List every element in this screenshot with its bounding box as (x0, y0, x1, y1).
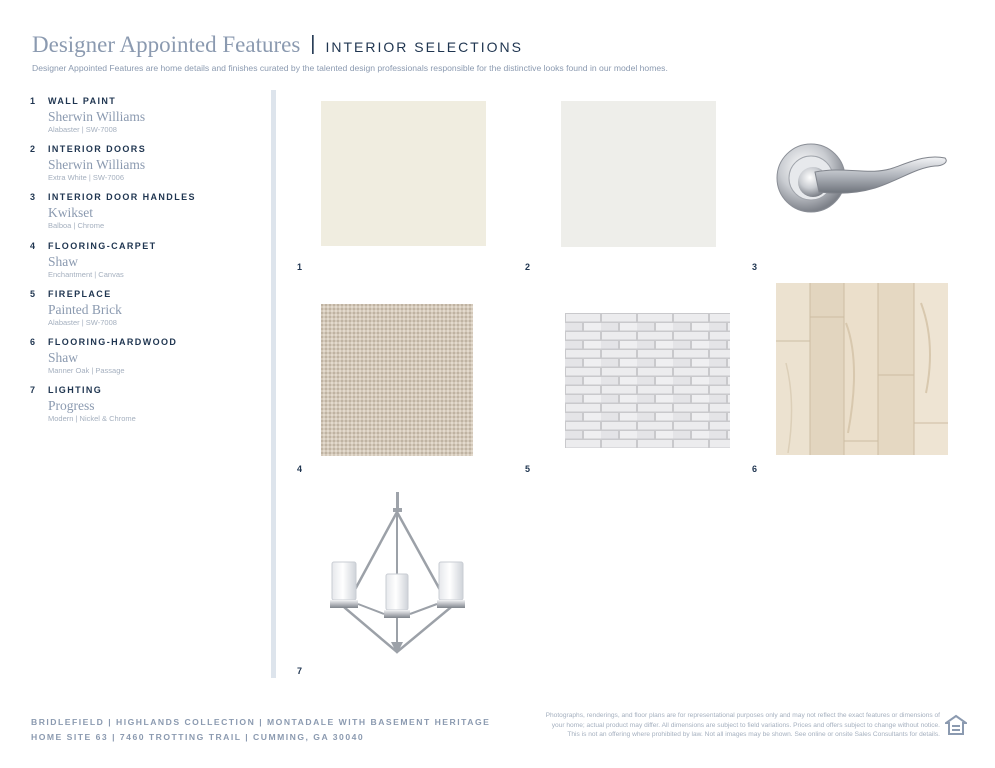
swatch-interior-doors (561, 101, 716, 247)
feature-item-hardwood (30, 337, 265, 385)
swatch-number-4: 4 (297, 464, 303, 474)
footer-disclaimer (498, 711, 940, 740)
swatch-wall-paint (321, 101, 486, 246)
footer-line-2: HOME SITE 63 | 7460 TROTTING TRAIL | CUMMING, GA 30040 (31, 731, 365, 742)
vertical-divider (271, 90, 276, 678)
feature-category: INTERIOR DOORS (48, 144, 147, 155)
feature-detail: Alabaster | SW-7008 (48, 317, 117, 327)
disclaimer-line-3: This is not an offering where prohibited by law. Not all images may be shown. See online or onsite Sales Consultants for details. (567, 731, 940, 738)
footer-address (31, 715, 490, 744)
disclaimer-line-2: your home; actual product may differ. All dimensions are subject to field variations. Prices and offers subject to change without notice. (551, 721, 940, 729)
swatch-carpet (321, 304, 473, 456)
feature-brand: Sherwin Williams (48, 109, 146, 124)
swatch-number-1: 1 (297, 262, 303, 272)
feature-item-carpet (30, 241, 265, 289)
feature-brand: Shaw (48, 253, 78, 269)
title-row (32, 32, 972, 58)
chandelier-image (325, 490, 470, 658)
feature-number: 6 (30, 336, 36, 347)
swatch-number-2: 2 (525, 262, 531, 272)
feature-category: FLOORING-CARPET (48, 240, 157, 251)
feature-category: WALL PAINT (48, 96, 117, 106)
feature-category: INTERIOR DOOR HANDLES (48, 192, 196, 203)
feature-brand: Painted Brick (48, 301, 122, 317)
feature-item-wall-paint (30, 96, 265, 144)
feature-brand: Sherwin Williams (48, 157, 146, 173)
feature-brand: Progress (48, 398, 95, 414)
feature-number: 4 (30, 240, 36, 251)
feature-detail: Modern | Nickel & Chrome (48, 414, 136, 424)
swatch-number-6: 6 (752, 464, 758, 474)
page-title: Designer Appointed Features (32, 32, 301, 57)
feature-detail: Extra White | SW-7006 (48, 173, 125, 183)
feature-brand: Kwikset (48, 205, 93, 221)
intro-text: Designer Appointed Features are home details and finishes curated by the talented design professionals responsible for the distinctive looks found in our model homes. (32, 63, 668, 73)
page-subtitle: INTERIOR SELECTIONS (325, 39, 523, 55)
feature-brand: Shaw (48, 349, 78, 365)
swatch-painted-brick (565, 313, 730, 448)
feature-category: LIGHTING (48, 385, 103, 396)
equal-housing-opportunity-icon (945, 714, 967, 736)
feature-number: 5 (30, 288, 36, 299)
swatch-number-7: 7 (297, 666, 303, 676)
footer-line-1: BRIDLEFIELD | HIGHLANDS COLLECTION | MONTADALE WITH BASEMENT HERITAGE (31, 717, 491, 727)
feature-item-lighting (30, 385, 265, 433)
feature-number: 3 (30, 192, 36, 203)
disclaimer-line-1: Photographs, renderings, and floor plans are for representational purposes only and may not reflect the exact features or dimensions of (545, 712, 940, 719)
feature-item-door-handles (30, 192, 265, 240)
door-handle-image (775, 136, 950, 220)
page-header (32, 32, 972, 73)
feature-detail: Enchantment | Canvas (48, 269, 124, 279)
feature-detail: Manner Oak | Passage (48, 365, 125, 375)
feature-category: FIREPLACE (48, 288, 112, 299)
feature-number: 7 (30, 385, 36, 396)
swatch-hardwood (776, 283, 948, 455)
feature-number: 1 (30, 96, 36, 106)
feature-item-fireplace (30, 289, 265, 337)
feature-detail: Alabaster | SW-7008 (48, 125, 117, 134)
feature-detail: Balboa | Chrome (48, 221, 105, 231)
feature-number: 2 (30, 144, 36, 155)
swatch-number-5: 5 (525, 464, 531, 474)
feature-list (30, 96, 265, 433)
feature-category: FLOORING-HARDWOOD (48, 336, 178, 347)
feature-item-interior-doors (30, 144, 265, 192)
title-separator: | (310, 33, 316, 55)
swatch-number-3: 3 (752, 262, 758, 272)
